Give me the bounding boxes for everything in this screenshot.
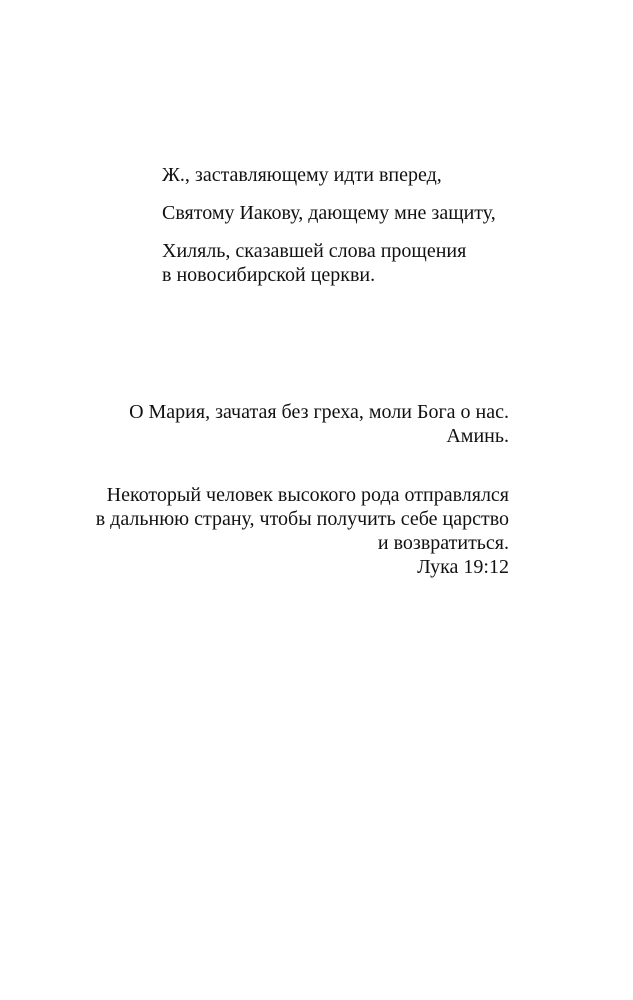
dedication-3: [162, 239, 562, 287]
dedication-line: Хиляль, сказавшей слова прощения: [162, 240, 467, 262]
epigraph: [96, 483, 509, 579]
epigraph-source: Лука 19:12: [417, 556, 509, 578]
epigraph-line: и возвратиться.: [377, 532, 509, 554]
dedication-line: в новосибирской церкви.: [162, 264, 376, 286]
dedication-line: Святому Иакову, дающему мне защиту,: [162, 202, 496, 224]
epigraph-line: в дальнюю страну, чтобы получить себе царство: [95, 508, 509, 530]
dedication-1: [162, 163, 562, 187]
dedication-line: Ж., заставляющему идти вперед,: [162, 164, 442, 186]
prayer-line: О Мария, зачатая без греха, моли Бога о нас.: [129, 401, 509, 423]
epigraph-line: Некоторый человек высокого рода отправлялся: [106, 484, 509, 506]
prayer-line: Аминь.: [446, 425, 509, 447]
dedications: [162, 163, 562, 301]
prayer: [129, 400, 509, 448]
dedication-2: [162, 201, 562, 225]
